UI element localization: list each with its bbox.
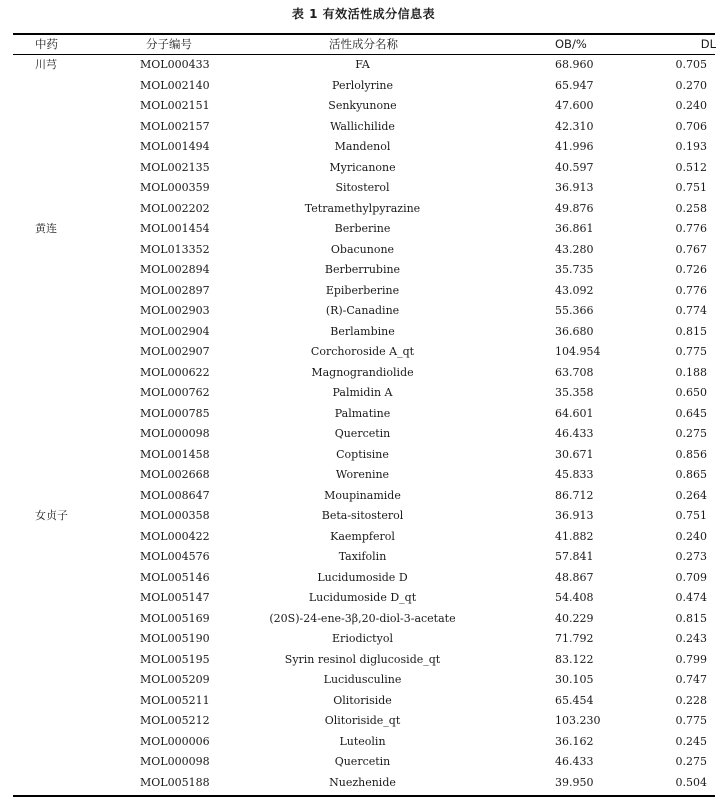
cell-compound-name: Corchoroside A_qt xyxy=(310,345,415,358)
cell-compound-name: Sitosterol xyxy=(335,181,390,194)
table-row xyxy=(0,404,727,425)
cell-herb: 黄连 xyxy=(35,222,57,235)
cell-dl: 0.275 xyxy=(675,755,707,768)
cell-mol-id: MOL002151 xyxy=(140,99,210,112)
cell-ob: 65.454 xyxy=(555,693,594,707)
cell-dl: 0.245 xyxy=(675,734,707,748)
cell-ob: 65.947 xyxy=(555,78,594,92)
cell-mol-id: MOL002894 xyxy=(140,263,210,276)
cell-ob: 41.882 xyxy=(555,529,594,543)
cell-mol-id: MOL002135 xyxy=(140,160,210,174)
cell-ob: 104.954 xyxy=(555,345,601,358)
cell-dl: 0.815 xyxy=(675,611,707,625)
cell-compound-name: FA xyxy=(355,58,370,71)
cell-mol-id: MOL002904 xyxy=(140,324,210,338)
cell-dl: 0.228 xyxy=(675,693,707,707)
cell-ob: 71.792 xyxy=(555,632,594,645)
cell-mol-id: MOL005212 xyxy=(140,714,210,727)
table-row xyxy=(0,363,727,384)
header-mol-id: 分子编号 xyxy=(146,37,192,51)
cell-ob: 64.601 xyxy=(555,406,594,420)
cell-dl: 0.264 xyxy=(675,488,707,502)
cell-mol-id: MOL000098 xyxy=(140,427,210,440)
cell-dl: 0.775 xyxy=(675,345,707,358)
cell-compound-name: Lucidusculine xyxy=(323,673,402,686)
table-row xyxy=(0,281,727,302)
table-row xyxy=(0,240,727,261)
cell-compound-name: Coptisine xyxy=(336,447,389,461)
cell-dl: 0.193 xyxy=(675,140,707,153)
cell-mol-id: MOL000433 xyxy=(140,58,210,71)
cell-mol-id: MOL005147 xyxy=(140,591,210,604)
table-row xyxy=(0,199,727,220)
cell-compound-name: Myricanone xyxy=(329,160,396,174)
table-row xyxy=(0,732,727,753)
cell-dl: 0.273 xyxy=(675,550,707,563)
cell-compound-name: (R)-Canadine xyxy=(325,304,400,317)
cell-compound-name: Obacunone xyxy=(330,242,395,256)
cell-ob: 48.867 xyxy=(555,570,594,584)
cell-herb: 女贞子 xyxy=(35,509,68,522)
cell-ob: 36.680 xyxy=(555,324,594,338)
cell-mol-id: MOL005188 xyxy=(140,775,210,789)
cell-dl: 0.776 xyxy=(675,222,707,235)
table-row xyxy=(0,260,727,281)
cell-mol-id: MOL000762 xyxy=(140,386,210,399)
cell-mol-id: MOL000422 xyxy=(140,529,210,543)
cell-compound-name: Lucidumoside D_qt xyxy=(308,591,417,604)
table-row xyxy=(0,568,727,589)
cell-mol-id: MOL004576 xyxy=(140,550,210,563)
table-top-rule xyxy=(13,33,715,35)
cell-ob: 45.833 xyxy=(555,468,594,481)
cell-dl: 0.474 xyxy=(675,591,707,604)
cell-mol-id: MOL002903 xyxy=(140,304,210,317)
cell-ob: 46.433 xyxy=(555,427,594,440)
cell-dl: 0.751 xyxy=(675,181,707,194)
cell-mol-id: MOL013352 xyxy=(140,242,210,256)
cell-dl: 0.767 xyxy=(675,242,707,256)
table-row xyxy=(0,158,727,179)
cell-compound-name: (20S)-24-ene-3β,20-diol-3-acetate xyxy=(269,611,456,625)
cell-dl: 0.645 xyxy=(675,406,707,420)
table-body xyxy=(0,55,727,793)
cell-ob: 40.229 xyxy=(555,611,594,625)
cell-mol-id: MOL005209 xyxy=(140,673,210,686)
table-row xyxy=(0,670,727,691)
cell-compound-name: Kaempferol xyxy=(330,529,395,543)
cell-ob: 36.913 xyxy=(555,181,594,194)
cell-dl: 0.747 xyxy=(675,673,707,686)
cell-mol-id: MOL002140 xyxy=(140,78,210,92)
cell-ob: 43.092 xyxy=(555,283,594,297)
cell-compound-name: Berberrubine xyxy=(324,263,401,276)
table-row xyxy=(0,650,727,671)
cell-compound-name: Senkyunone xyxy=(328,99,397,112)
cell-dl: 0.775 xyxy=(675,714,707,727)
cell-compound-name: Mandenol xyxy=(334,140,391,153)
table-row xyxy=(0,506,727,527)
cell-ob: 83.122 xyxy=(555,652,594,666)
cell-compound-name: Epiberberine xyxy=(325,283,400,297)
cell-mol-id: MOL008647 xyxy=(140,488,210,502)
cell-mol-id: MOL005195 xyxy=(140,652,210,666)
cell-ob: 39.950 xyxy=(555,775,594,789)
table-row xyxy=(0,424,727,445)
cell-compound-name: Olitoriside xyxy=(333,693,392,707)
cell-ob: 54.408 xyxy=(555,591,594,604)
table-row xyxy=(0,219,727,240)
table-row xyxy=(0,117,727,138)
cell-ob: 30.671 xyxy=(555,447,594,461)
cell-compound-name: Moupinamide xyxy=(324,488,401,502)
cell-mol-id: MOL005169 xyxy=(140,611,210,625)
cell-dl: 0.865 xyxy=(675,468,707,481)
header-dl: DL xyxy=(700,37,716,51)
table-row xyxy=(0,178,727,199)
cell-mol-id: MOL005190 xyxy=(140,632,210,645)
cell-mol-id: MOL002202 xyxy=(140,201,210,215)
table-caption: 表 1 有效活性成分信息表 xyxy=(291,7,436,21)
header-compound-name: 活性成分名称 xyxy=(329,37,398,51)
cell-compound-name: Olitoriside_qt xyxy=(324,714,401,727)
table-row xyxy=(0,527,727,548)
cell-dl: 0.709 xyxy=(675,570,707,584)
cell-compound-name: Luteolin xyxy=(339,734,386,748)
table-row xyxy=(0,547,727,568)
table-row xyxy=(0,773,727,794)
cell-herb: 川芎 xyxy=(35,58,57,71)
cell-mol-id: MOL001454 xyxy=(140,222,210,235)
cell-mol-id: MOL000098 xyxy=(140,755,210,768)
cell-mol-id: MOL000006 xyxy=(140,734,210,748)
table-row xyxy=(0,342,727,363)
cell-mol-id: MOL002668 xyxy=(140,468,210,481)
cell-dl: 0.240 xyxy=(675,99,707,112)
cell-compound-name: Tetramethylpyrazine xyxy=(304,201,421,215)
cell-compound-name: Perlolyrine xyxy=(332,78,393,92)
cell-compound-name: Wallichilide xyxy=(330,119,395,133)
header-herb: 中药 xyxy=(35,37,58,51)
cell-mol-id: MOL002157 xyxy=(140,119,210,133)
cell-mol-id: MOL001494 xyxy=(140,140,210,153)
cell-ob: 47.600 xyxy=(555,99,594,112)
cell-ob: 49.876 xyxy=(555,201,594,215)
cell-ob: 40.597 xyxy=(555,160,594,174)
cell-dl: 0.726 xyxy=(675,263,707,276)
cell-dl: 0.856 xyxy=(675,447,707,461)
cell-dl: 0.188 xyxy=(675,365,707,379)
cell-dl: 0.512 xyxy=(675,160,707,174)
cell-dl: 0.776 xyxy=(675,283,707,297)
cell-compound-name: Berlambine xyxy=(330,324,395,338)
cell-compound-name: Palmatine xyxy=(334,406,391,420)
cell-ob: 57.841 xyxy=(555,550,594,563)
cell-ob: 46.433 xyxy=(555,755,594,768)
table-row xyxy=(0,55,727,76)
cell-compound-name: Lucidumoside D xyxy=(317,570,408,584)
cell-dl: 0.650 xyxy=(675,386,707,399)
cell-ob: 55.366 xyxy=(555,304,594,317)
cell-mol-id: MOL005146 xyxy=(140,570,210,584)
table-row xyxy=(0,322,727,343)
table-row xyxy=(0,76,727,97)
cell-mol-id: MOL000622 xyxy=(140,365,210,379)
cell-mol-id: MOL000358 xyxy=(140,509,210,522)
cell-mol-id: MOL000785 xyxy=(140,406,210,420)
cell-compound-name: Berberine xyxy=(334,222,391,235)
cell-ob: 30.105 xyxy=(555,673,594,686)
cell-ob: 35.358 xyxy=(555,386,594,399)
cell-dl: 0.504 xyxy=(675,775,707,789)
cell-compound-name: Taxifolin xyxy=(338,550,387,563)
table-row xyxy=(0,752,727,773)
cell-dl: 0.270 xyxy=(675,78,707,92)
cell-mol-id: MOL002897 xyxy=(140,283,210,297)
cell-dl: 0.275 xyxy=(675,427,707,440)
table-row xyxy=(0,465,727,486)
cell-dl: 0.799 xyxy=(675,652,707,666)
cell-ob: 41.996 xyxy=(555,140,594,153)
cell-dl: 0.240 xyxy=(675,529,707,543)
cell-ob: 103.230 xyxy=(555,714,601,727)
cell-mol-id: MOL002907 xyxy=(140,345,210,358)
table-row xyxy=(0,588,727,609)
cell-compound-name: Nuezhenide xyxy=(329,775,396,789)
cell-ob: 36.162 xyxy=(555,734,594,748)
table-row xyxy=(0,629,727,650)
cell-dl: 0.243 xyxy=(675,632,707,645)
cell-mol-id: MOL005211 xyxy=(140,693,210,707)
table-bottom-rule xyxy=(13,795,715,797)
cell-dl: 0.258 xyxy=(675,201,707,215)
cell-ob: 36.913 xyxy=(555,509,594,522)
cell-compound-name: Palmidin A xyxy=(332,386,393,399)
cell-compound-name: Worenine xyxy=(335,468,390,481)
table-row xyxy=(0,691,727,712)
cell-compound-name: Quercetin xyxy=(334,427,391,440)
table-row xyxy=(0,486,727,507)
cell-compound-name: Syrin resinol diglucoside_qt xyxy=(284,652,441,666)
cell-ob: 63.708 xyxy=(555,365,594,379)
table-row xyxy=(0,445,727,466)
cell-compound-name: Eriodictyol xyxy=(332,632,393,645)
cell-compound-name: Quercetin xyxy=(334,755,391,768)
table-row xyxy=(0,711,727,732)
cell-dl: 0.705 xyxy=(675,58,707,71)
cell-dl: 0.774 xyxy=(675,304,707,317)
cell-mol-id: MOL000359 xyxy=(140,181,210,194)
cell-ob: 36.861 xyxy=(555,222,594,235)
table-row xyxy=(0,137,727,158)
cell-dl: 0.706 xyxy=(675,119,707,133)
table-row xyxy=(0,301,727,322)
table-row xyxy=(0,96,727,117)
cell-ob: 68.960 xyxy=(555,58,594,71)
cell-dl: 0.815 xyxy=(675,324,707,338)
table-row xyxy=(0,609,727,630)
table-row xyxy=(0,383,727,404)
cell-mol-id: MOL001458 xyxy=(140,447,210,461)
cell-dl: 0.751 xyxy=(675,509,707,522)
cell-ob: 42.310 xyxy=(555,119,594,133)
cell-ob: 86.712 xyxy=(555,488,594,502)
cell-ob: 43.280 xyxy=(555,242,594,256)
cell-compound-name: Beta-sitosterol xyxy=(321,509,404,522)
cell-compound-name: Magnograndiolide xyxy=(311,365,414,379)
header-ob: OB/% xyxy=(555,37,587,51)
cell-ob: 35.735 xyxy=(555,263,594,276)
